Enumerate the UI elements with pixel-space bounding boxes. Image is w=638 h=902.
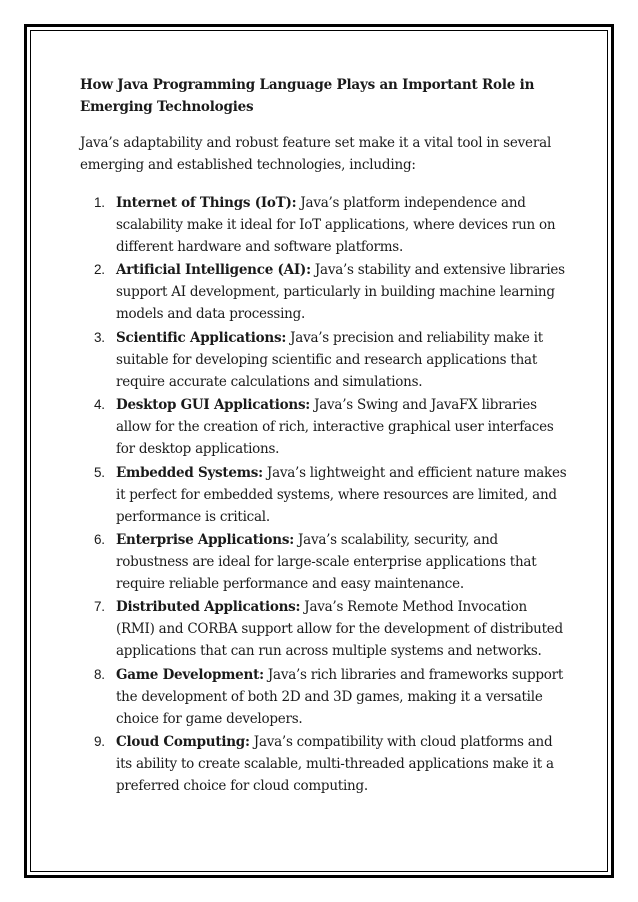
list-item: [80, 731, 568, 797]
list-item-text: Java’s lightweight and efficient nature makes it perfect for embedded systems, where resources are limited, and performance is critical.: [116, 464, 567, 525]
list-item: [80, 462, 568, 528]
list-item: [80, 394, 568, 460]
list-item-number: 4.: [94, 397, 105, 413]
document-heading: How Java Programming Language Plays an Important Role in Emerging Technologies: [80, 77, 535, 115]
list-item-number: 2.: [94, 262, 105, 278]
list-item: [80, 529, 568, 595]
list-item-number: 6.: [94, 531, 105, 547]
list-item-number: 5.: [94, 464, 105, 480]
list-item-term: Embedded Systems:: [116, 464, 263, 481]
list-item-number: 1.: [94, 195, 105, 210]
list-item-term: Internet of Things (IoT):: [116, 195, 297, 211]
list-item: [80, 664, 568, 730]
intro-paragraph: Java’s adaptability and robust feature set make it a vital tool in several emerging and established technologies, including:: [80, 135, 552, 173]
list-item-number: 9.: [94, 734, 105, 750]
list-item-text: Java’s Swing and JavaFX libraries allow for the creation of rich, interactive graphical user interfaces for desktop applications.: [116, 397, 554, 458]
technology-list: [80, 192, 568, 797]
list-item-text: Java’s compatibility with cloud platforms and its ability to create scalable, multi-threaded applications make it a preferred choice for cloud computing.: [116, 734, 554, 795]
list-item-term: Scientific Applications:: [116, 329, 287, 346]
list-item-term: Enterprise Applications:: [116, 531, 294, 548]
list-item-text: Java’s Remote Method Invocation (RMI) and CORBA support allow for the development of distributed applications that can run across multiple systems and networks.: [116, 599, 563, 660]
list-item-term: Cloud Computing:: [116, 734, 250, 751]
list-item-term: Artificial Intelligence (AI):: [116, 262, 311, 279]
list-item-number: 7.: [94, 599, 105, 615]
list-item-text: Java’s platform independence and scalability make it ideal for IoT applications, where devices run on different hardware and software platforms.: [116, 195, 556, 255]
list-item-text: Java’s precision and reliability make it suitable for developing scientific and research applications that require accurate calculations and simulations.: [116, 329, 543, 390]
list-item-text: Java’s scalability, security, and robustness are ideal for large-scale enterprise applications that require reliable performance and easy maintenance.: [116, 531, 537, 592]
list-item: [80, 327, 568, 393]
list-item: [80, 259, 568, 325]
list-item-term: Distributed Applications:: [116, 599, 301, 616]
list-item: [80, 192, 568, 258]
list-item-text: Java’s rich libraries and frameworks support the development of both 2D and 3D games, making it a versatile choice for game developers.: [116, 666, 563, 727]
list-item-text: Java’s stability and extensive libraries support AI development, particularly in building machine learning models and data processing.: [116, 262, 565, 323]
list-item-number: 3.: [94, 329, 105, 345]
document-body: [80, 74, 568, 799]
list-item-term: Game Development:: [116, 666, 264, 683]
list-item-term: Desktop GUI Applications:: [116, 397, 311, 414]
list-item: [80, 596, 568, 662]
list-item-number: 8.: [94, 666, 105, 682]
